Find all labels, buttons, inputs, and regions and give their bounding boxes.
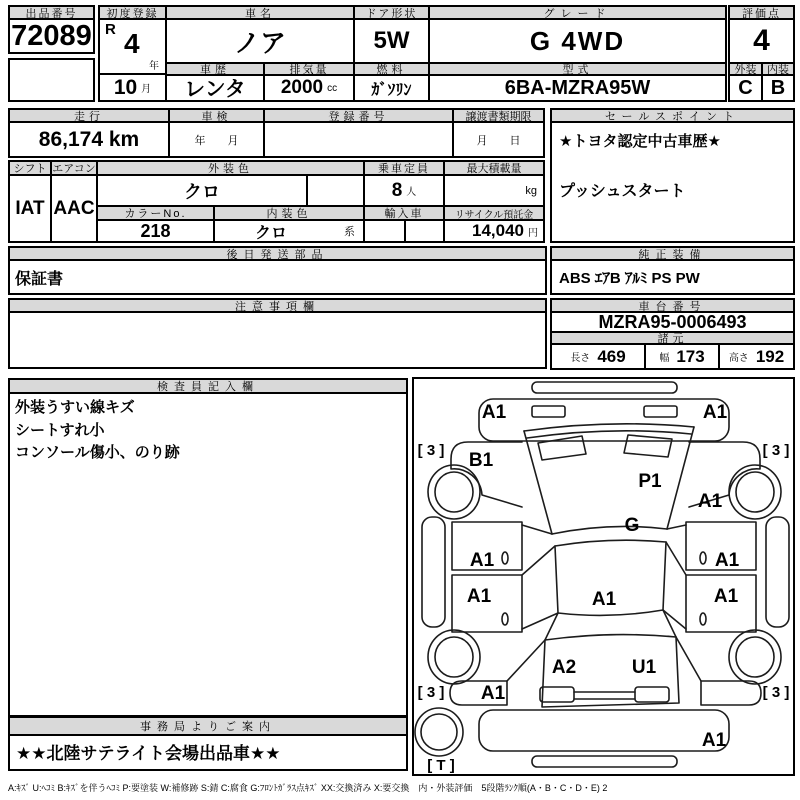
shaken-header: 車検	[168, 108, 265, 123]
reg-no-value	[263, 121, 454, 158]
length-value: 469	[597, 346, 626, 366]
damage-mark-B1: B1	[468, 450, 494, 471]
reg-no-header: 登録番号	[263, 108, 454, 123]
rear-plate-recess	[574, 692, 635, 699]
first-reg-value	[98, 18, 167, 102]
score-value: 4	[728, 18, 795, 64]
displacement-header: 排気量	[263, 62, 355, 76]
exterior-grade-value: C	[728, 74, 763, 102]
inspector-line: コンソール傷小、のり跡	[15, 444, 180, 461]
headlight-left	[538, 436, 586, 460]
history-header: 車歴	[165, 62, 265, 76]
door-handle	[700, 552, 706, 564]
int-color-suffix: 系	[344, 226, 355, 238]
interior-grade-value: B	[761, 74, 795, 102]
rear-trim-bar	[532, 756, 677, 767]
exterior-grade-header: 外装	[728, 62, 763, 76]
inspector-header: 検査員記入欄	[8, 378, 408, 394]
capacity-unit: 人	[406, 187, 417, 198]
sales-point-line: ★トヨタ認定中古車歴★	[559, 133, 721, 150]
displacement-value	[263, 74, 355, 102]
hood-front-edge	[524, 424, 694, 431]
grade-header: グレード	[428, 5, 727, 20]
damage-mark-3: [ 3 ]	[762, 442, 790, 459]
damage-mark-A1: A1	[469, 550, 495, 571]
score-header: 評価点	[728, 5, 795, 20]
rear-glass-bottom	[545, 635, 676, 640]
height-label: 高さ	[728, 353, 749, 364]
damage-mark-3: [ 3 ]	[762, 684, 790, 701]
first-reg-header: 初度登録	[98, 5, 167, 20]
mileage-header: 走行	[8, 108, 170, 123]
spare-tire	[415, 708, 463, 756]
damage-mark-U1: U1	[631, 657, 657, 678]
max-load-header: 最大積載量	[443, 160, 545, 176]
spec-length-cell	[550, 343, 646, 370]
chassis-no-header: 車台番号	[550, 298, 795, 313]
int-color-header: 内装色	[213, 205, 365, 221]
capacity-value	[363, 174, 445, 207]
equipment-header: 純正装備	[550, 246, 795, 261]
door-shape-header: ドア形状	[353, 5, 430, 20]
import-car-header: 輸入車	[363, 205, 445, 221]
damage-mark-G: G	[624, 515, 640, 536]
wheel-rear-right	[729, 630, 781, 684]
history-value: レンタ	[165, 74, 265, 102]
auction-no-value: 72089	[8, 18, 95, 54]
capacity-number: 8	[391, 179, 403, 201]
shift-value: IAT	[8, 174, 52, 243]
first-reg-year-cell	[100, 20, 165, 75]
max-load-value	[443, 174, 545, 207]
sales-points-header: セールスポイント	[550, 108, 795, 123]
recycle-number: 14,040	[472, 221, 524, 240]
damage-mark-A1: A1	[480, 683, 506, 704]
front-trim-bar	[532, 382, 677, 393]
windshield-bottom	[552, 526, 667, 534]
damage-mark-A2: A2	[551, 657, 577, 678]
displacement-number: 2000	[280, 77, 324, 98]
transfer-deadline-header: 譲渡書類期限	[452, 108, 545, 123]
model-code-header: 型式	[428, 62, 727, 76]
auction-no-header: 出品番号	[8, 5, 95, 20]
shaken-value: 年 月	[168, 121, 265, 158]
door-shape-value: 5W	[353, 18, 430, 64]
door-handle	[502, 552, 508, 564]
year-suffix: 年	[149, 61, 159, 72]
color-no-header: カラーNo.	[96, 205, 215, 221]
damage-mark-A1: A1	[714, 550, 740, 571]
hood-front-edge2	[527, 431, 691, 438]
width-label: 幅	[659, 353, 670, 364]
damage-mark-A1: A1	[701, 730, 727, 751]
inspector-line: シートすれ小	[15, 421, 105, 439]
month-suffix: 月	[141, 84, 152, 95]
front-fog-left	[532, 406, 565, 417]
damage-code-legend: A:ｷｽﾞ U:ﾍｺﾐ B:ｷｽﾞを伴うﾍｺﾐ P:要塗装 W:補修跡 S:錆 C:腐食 G:ﾌﾛﾝﾄｶﾞﾗｽ点ｷｽﾞ XX:交換済み X:要交換 内・外装評価 5段階ﾗﾝｸ順(A・B・C・D・E) 2	[8, 783, 608, 793]
damage-mark-A1: A1	[481, 402, 507, 423]
office-value: ★★北陸サテライト会場出品車★★	[8, 734, 408, 771]
damage-mark-A1: A1	[466, 586, 492, 607]
model-code-value: 6BA-MZRA95W	[428, 74, 727, 102]
damage-mark-3: [ 3 ]	[417, 684, 445, 701]
width-value: 173	[676, 346, 705, 366]
ext-color-header: 外装色	[96, 160, 365, 176]
wheel-rear-left	[428, 630, 480, 684]
wheel-front-left	[428, 465, 480, 519]
notes-header: 注意事項欄	[8, 298, 547, 313]
aircon-value: AAC	[50, 174, 98, 243]
max-load-unit: kg	[525, 184, 537, 197]
inspector-line: 外装うすい線キズ	[15, 399, 135, 416]
recycle-header: リサイクル預託金	[443, 205, 545, 221]
car-name-value: ノア	[165, 18, 355, 64]
import-car-divider	[404, 221, 406, 241]
damage-mark-A1: A1	[713, 586, 739, 607]
capacity-header: 乗車定員	[363, 160, 445, 176]
fuel-header: 燃料	[353, 62, 430, 76]
spec-width-cell	[644, 343, 720, 370]
grade-value: G 4WD	[428, 18, 727, 64]
specs-header: 諸元	[550, 331, 795, 345]
door-handle	[502, 613, 508, 625]
sales-point-line: プッシュスタート	[559, 183, 686, 200]
interior-grade-header: 内装	[761, 62, 795, 76]
car-name-header: 車名	[165, 5, 355, 20]
spec-height-cell	[718, 343, 795, 370]
shift-header: シフト	[8, 160, 52, 176]
rear-plate-notch-right	[635, 687, 669, 702]
later-parts-value: 保証書	[8, 259, 547, 295]
mileage-value: 86,174 km	[8, 121, 170, 158]
side-sill-right	[766, 517, 789, 627]
notes-box	[8, 311, 547, 369]
damage-mark-A1: A1	[697, 491, 723, 512]
sales-points-box	[550, 121, 795, 243]
import-car-value	[363, 219, 445, 243]
displacement-unit: cc	[327, 82, 338, 94]
ext-color-extra-box	[306, 174, 365, 207]
inspector-box	[8, 392, 408, 717]
int-color-value	[213, 219, 365, 243]
equipment-value: ABS ｴｱB ｱﾙﾐ PS PW	[550, 259, 795, 295]
front-fog-right	[644, 406, 677, 417]
chassis-no-value: MZRA95-0006493	[550, 311, 795, 333]
wheel-front-right	[729, 465, 781, 519]
car-diagram-svg	[414, 379, 793, 774]
damage-mark-A1: A1	[702, 402, 728, 423]
damage-mark-P1: P1	[638, 471, 662, 492]
office-header: 事務局よりご案内	[8, 716, 408, 736]
auction-no-extra-box	[8, 58, 95, 102]
transfer-deadline-value: 月 日	[452, 121, 545, 158]
side-sill-left	[422, 517, 445, 627]
color-no-value: 218	[96, 219, 215, 243]
damage-mark-T: [ T ]	[427, 757, 455, 774]
first-reg-year: 4	[124, 28, 140, 59]
era-mark: R	[105, 21, 116, 38]
recycle-unit: 円	[528, 227, 538, 239]
door-handle	[700, 613, 706, 625]
car-diagram-box	[412, 377, 795, 776]
int-color-name: クロ	[255, 224, 288, 242]
first-reg-month: 10	[113, 75, 138, 99]
rear-plate-notch-left	[540, 687, 574, 702]
headlight-right	[624, 435, 672, 457]
damage-mark-3: [ 3 ]	[417, 442, 445, 459]
recycle-value	[443, 219, 545, 243]
damage-mark-A1: A1	[591, 589, 617, 610]
rear-bumper	[479, 710, 729, 751]
height-value: 192	[755, 346, 785, 366]
first-reg-month-cell	[100, 75, 165, 100]
aircon-header: エアコン	[50, 160, 98, 176]
length-label: 長さ	[570, 353, 591, 364]
fuel-value: ｶﾞｿﾘﾝ	[353, 74, 430, 102]
later-parts-header: 後日発送部品	[8, 246, 547, 261]
ext-color-value: クロ	[96, 174, 308, 207]
